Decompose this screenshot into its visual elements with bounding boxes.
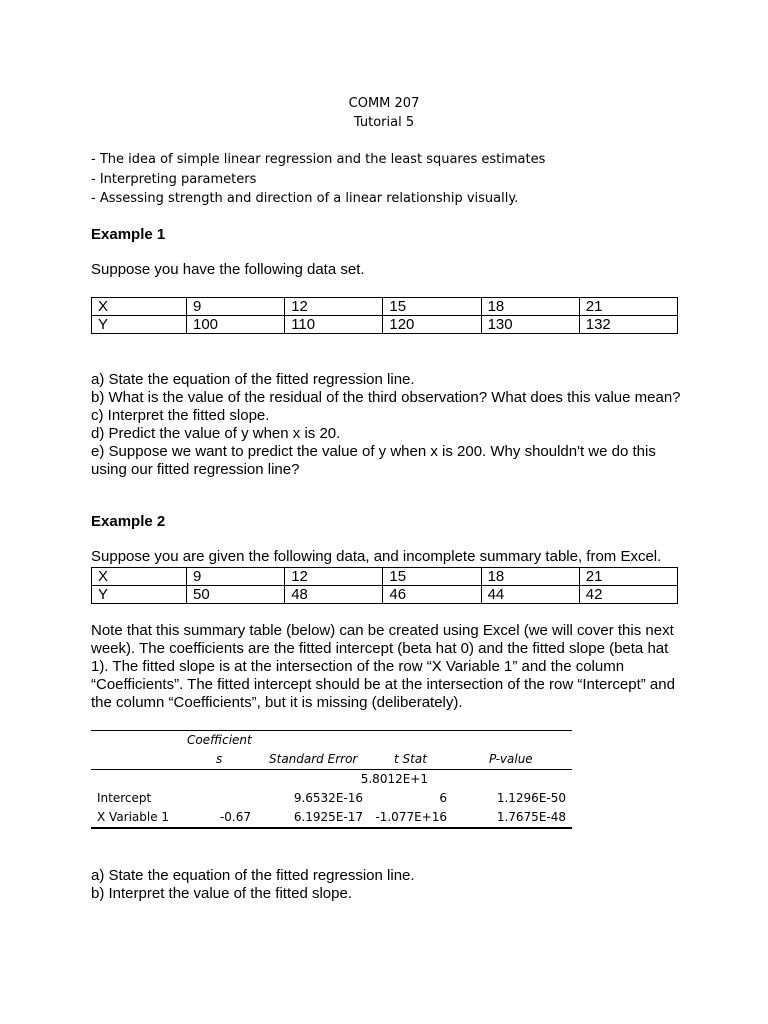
table-cell: 50 <box>187 586 285 604</box>
topic-item: - Interpreting parameters <box>91 171 257 187</box>
table-cell: Y <box>92 586 187 604</box>
example1-questions <box>91 371 686 479</box>
topic-item: - Assessing strength and direction of a linear relationship visually. <box>91 191 519 206</box>
question-b: b) Interpret the value of the fitted slope. <box>91 885 352 902</box>
example2-note: Note that this summary table (below) can be created using Excel (we will cover this next week). The coefficients are the fitted intercept (beta hat 0) and the fitted slope (beta hat 1). The fitted slope is at the intersection of the row “X Variable 1” and the column “Coefficients”. The fitted intercept should be at the intersection of the row “Intercept” and the column “Coefficients”, but it is missing (deliberately). <box>91 622 675 711</box>
regression-summary-table <box>91 730 572 829</box>
table-cell: 21 <box>579 298 677 316</box>
xvar-label: X Variable 1 <box>97 810 170 824</box>
question-a: a) State the equation of the fitted regression line. <box>91 867 415 884</box>
example2-intro: Suppose you are given the following data, and incomplete summary table, from Excel. <box>91 548 662 565</box>
course-code: COMM 207 <box>348 96 420 111</box>
table-cell: 120 <box>383 316 481 334</box>
coefficients-header: Coefficient <box>187 733 252 747</box>
example1-intro: Suppose you have the following data set. <box>91 261 365 278</box>
table-cell: 15 <box>383 298 481 316</box>
intercept-t-stat: 6 <box>439 791 447 805</box>
table-row <box>92 586 678 604</box>
table-row <box>92 316 678 334</box>
intercept-standard-error: 9.6532E-16 <box>293 791 363 805</box>
topic-list <box>91 150 545 209</box>
question-b: b) What is the value of the residual of the third observation? What does this value mean? <box>91 389 681 406</box>
table-cell: 44 <box>481 586 579 604</box>
xvar-t-stat: -1.077E+16 <box>375 810 447 824</box>
tutorial-title: Tutorial 5 <box>353 115 415 130</box>
table-cell: 48 <box>285 586 383 604</box>
intercept-label: Intercept <box>97 791 152 805</box>
table-cell: 21 <box>579 568 677 586</box>
table-row <box>92 298 678 316</box>
t-stat-header: t Stat <box>394 752 427 766</box>
t-stat-overflow-value: 5.8012E+1 <box>360 772 428 786</box>
question-a: a) State the equation of the fitted regression line. <box>91 371 415 388</box>
table-cell: 9 <box>187 568 285 586</box>
table-row <box>91 808 572 827</box>
xvar-coefficient: -0.67 <box>219 810 251 824</box>
question-d: d) Predict the value of y when x is 20. <box>91 425 341 442</box>
table-cell: 110 <box>285 316 383 334</box>
example2-heading: Example 2 <box>91 513 166 530</box>
table-row <box>91 770 572 789</box>
table-row <box>91 789 572 808</box>
table-cell: Y <box>92 316 187 334</box>
table-cell: 130 <box>481 316 579 334</box>
table-cell: 12 <box>285 568 383 586</box>
table-cell: 12 <box>285 298 383 316</box>
table-cell: 42 <box>579 586 677 604</box>
coefficients-header-wrap: s <box>216 752 223 766</box>
table-cell: X <box>92 568 187 586</box>
summary-header-row <box>91 750 572 770</box>
summary-header-row <box>91 731 572 750</box>
intercept-p-value: 1.1296E-50 <box>496 791 566 805</box>
example2-questions <box>91 867 686 903</box>
table-cell: 18 <box>481 568 579 586</box>
table-cell: 9 <box>187 298 285 316</box>
example1-data-table <box>91 297 678 334</box>
example1-heading: Example 1 <box>91 226 166 243</box>
table-cell: 46 <box>383 586 481 604</box>
table-row <box>92 568 678 586</box>
xvar-standard-error: 6.1925E-17 <box>293 810 363 824</box>
example2-data-table <box>91 567 678 604</box>
table-cell: 15 <box>383 568 481 586</box>
topic-item: - The idea of simple linear regression and the least squares estimates <box>91 152 546 167</box>
question-c: c) Interpret the fitted slope. <box>91 407 270 424</box>
xvar-p-value: 1.7675E-48 <box>496 810 566 824</box>
table-cell: 100 <box>187 316 285 334</box>
table-cell: 132 <box>579 316 677 334</box>
table-cell: X <box>92 298 187 316</box>
document-header <box>0 94 768 132</box>
question-e: e) Suppose we want to predict the value of y when x is 200. Why shouldn't we do this using our fitted regression line? <box>91 443 656 478</box>
table-cell: 18 <box>481 298 579 316</box>
p-value-header: P-value <box>489 752 533 766</box>
standard-error-header: Standard Error <box>269 752 358 766</box>
